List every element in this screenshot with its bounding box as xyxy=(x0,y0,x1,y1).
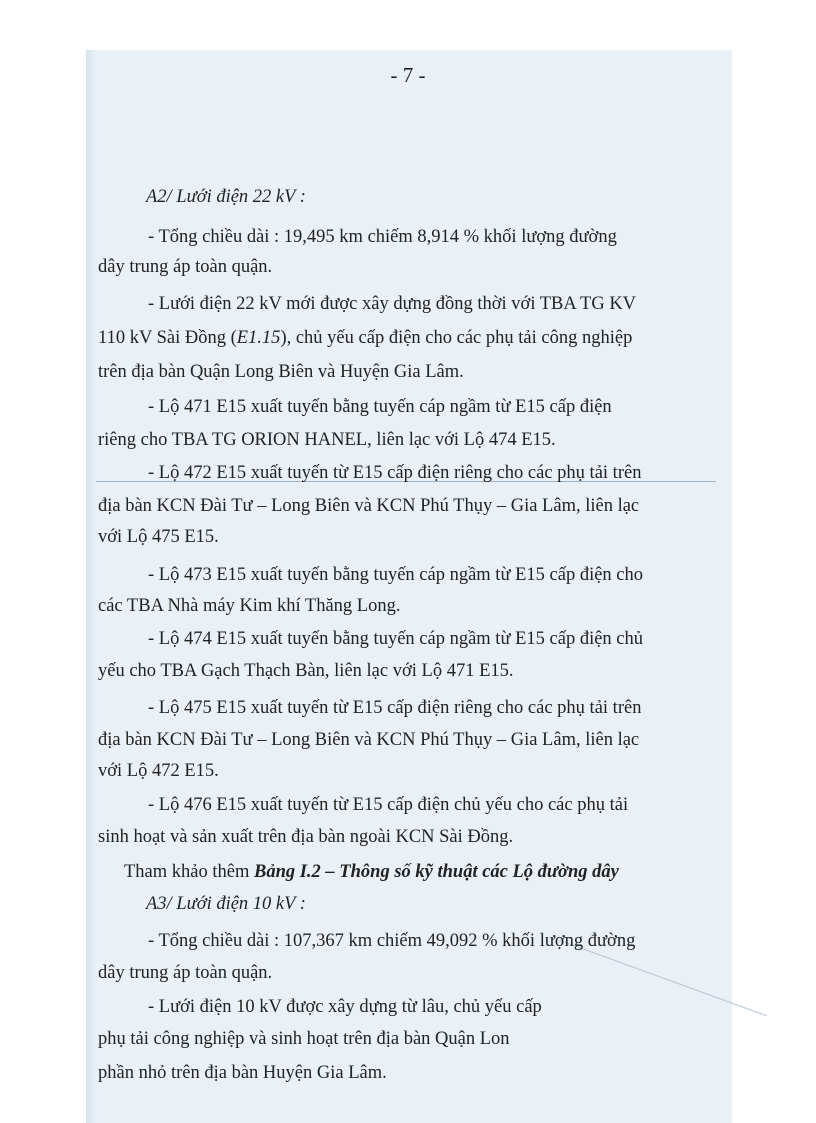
page-number: - 7 - xyxy=(390,63,426,87)
text-line: riêng cho TBA TG ORION HANEL, liên lạc với Lộ 474 E15. xyxy=(98,430,556,450)
text-line-e115 xyxy=(98,327,632,349)
text-line: - Lộ 472 E15 xuất tuyến từ E15 cấp điện riêng cho các phụ tải trên xyxy=(148,463,642,483)
text-span: 110 kV Sài Đồng ( xyxy=(98,328,237,348)
section-heading-a3: A3/ Lưới điện 10 kV : xyxy=(146,894,306,914)
text-line: - Lộ 471 E15 xuất tuyến bằng tuyến cáp ngầm từ E15 cấp điện xyxy=(148,397,612,417)
text-line: trên địa bàn Quận Long Biên và Huyện Gia Lâm. xyxy=(98,362,464,382)
text-span: ), chủ yếu cấp điện cho các phụ tải công nghiệp xyxy=(280,328,633,348)
text-line: - Lưới điện 22 kV mới được xây dựng đồng thời với TBA TG KV xyxy=(148,294,637,314)
text-line: - Lộ 475 E15 xuất tuyến từ E15 cấp điện riêng cho các phụ tải trên xyxy=(148,698,642,718)
text-line: phần nhỏ trên địa bàn Huyện Gia Lâm. xyxy=(98,1063,387,1083)
text-line: với Lộ 472 E15. xyxy=(98,761,219,781)
text-line: - Tổng chiều dài : 19,495 km chiếm 8,914 % khối lượng đường xyxy=(148,227,617,247)
page-edge-shadow xyxy=(86,50,96,1123)
substation-code: E1.15 xyxy=(236,328,281,348)
text-line: - Lộ 473 E15 xuất tuyến bằng tuyến cáp ngầm từ E15 cấp điện cho xyxy=(148,565,644,585)
reference-line xyxy=(124,861,619,883)
text-line: địa bàn KCN Đài Tư – Long Biên và KCN Phú Thụy – Gia Lâm, liên lạc xyxy=(98,496,640,516)
text-line: - Lưới điện 10 kV được xây dựng từ lâu, chủ yếu cấp xyxy=(148,997,542,1017)
reference-prefix: Tham khảo thêm xyxy=(124,862,254,882)
text-line: dây trung áp toàn quận. xyxy=(98,257,273,277)
text-line: - Tổng chiều dài : 107,367 km chiếm 49,092 % khối lượng đường xyxy=(148,931,636,951)
text-line: - Lộ 476 E15 xuất tuyến từ E15 cấp điện chủ yếu cho các phụ tải xyxy=(148,795,629,815)
text-line: các TBA Nhà máy Kim khí Thăng Long. xyxy=(98,596,401,616)
text-line: địa bàn KCN Đài Tư – Long Biên và KCN Phú Thụy – Gia Lâm, liên lạc xyxy=(98,730,640,750)
text-line: với Lộ 475 E15. xyxy=(98,527,219,547)
text-line: phụ tải công nghiệp và sinh hoạt trên địa bàn Quận Lon xyxy=(98,1029,510,1049)
text-line: - Lộ 474 E15 xuất tuyến bằng tuyến cáp ngầm từ E15 cấp điện chủ xyxy=(148,629,644,649)
text-line: sinh hoạt và sản xuất trên địa bàn ngoài KCN Sài Đồng. xyxy=(98,827,514,847)
text-line: dây trung áp toàn quận. xyxy=(98,963,273,983)
table-reference: Bảng I.2 – Thông số kỹ thuật các Lộ đường dây xyxy=(253,862,619,882)
section-heading-a2: A2/ Lưới điện 22 kV : xyxy=(146,187,306,207)
text-line: yếu cho TBA Gạch Thạch Bàn, liên lạc với Lộ 471 E15. xyxy=(98,661,514,681)
